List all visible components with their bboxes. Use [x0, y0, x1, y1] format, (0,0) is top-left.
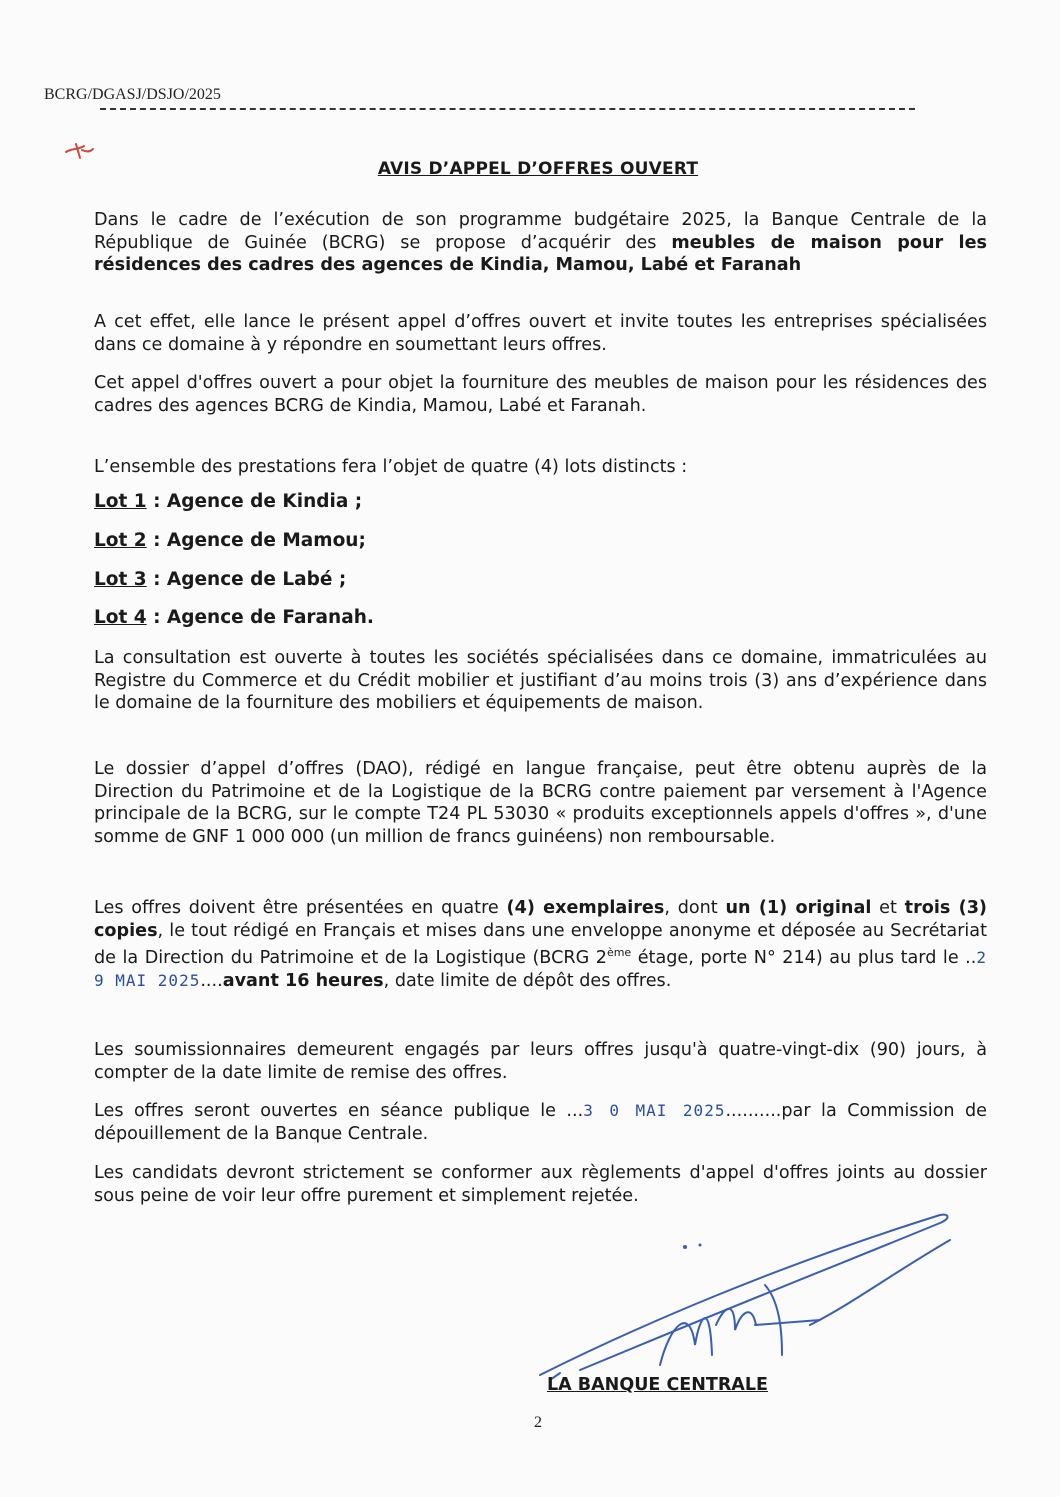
paragraph-offres: Les offres doivent être présentées en quatre (4) exemplaires, dont un (1) original et trois (3) copies, le tout rédigé en Français et mises dans une enveloppe anonyme et déposée au Secrétariat de la Direction du Patrimoine et de la Logistique (BCRG 2ème étage, porte N° 214) au plus tard le ..2 9 MAI 2025....avant 16 heures, date limite de dépôt des offres. [94, 898, 987, 991]
opening-date-stamp: 3 0 MAI 2025 [583, 1101, 726, 1120]
lot-4: Lot 4 : Agence de Faranah. [94, 607, 374, 628]
paragraph-candidats: Les candidats devront strictement se conformer aux règlements d'appel d'offres joints au dossier sous peine de voir leur offre purement et simplement rejetée. [94, 1163, 987, 1206]
lot-1: Lot 1 : Agence de Kindia ; [94, 491, 363, 512]
paragraph-lots-intro: L’ensemble des prestations fera l’objet de quatre (4) lots distincts : [94, 457, 688, 477]
intro-paragraph: Dans le cadre de l’exécution de son programme budgétaire 2025, la Banque Centrale de la République de Guinée (BCRG) se propose d’acquérir des meubles de maison pour les résidences des cadres des agences de Kindia, Mamou, Labé et Faranah [94, 210, 987, 276]
lot-2: Lot 2 : Agence de Mamou; [94, 530, 366, 551]
page-title: AVIS D’APPEL D’OFFRES OUVERT [377, 159, 699, 179]
header-divider [100, 108, 915, 110]
paragraph-consultation: La consultation est ouverte à toutes les sociétés spécialisées dans ce domaine, immatriculées au Registre du Commerce et du Crédit mobilier et justifiant d’au moins trois (3) ans d’expérience dans le domaine de la fourniture des mobiliers et équipements de maison. [94, 648, 987, 714]
paragraph-engages: Les soumissionnaires demeurent engagés par leurs offres jusqu'à quatre-vingt-dix (90) jours, à compter de la date limite de remise des offres. [94, 1040, 987, 1083]
page-number: 2 [534, 1414, 542, 1431]
signatory-name: LA BANQUE CENTRALE [547, 1375, 768, 1395]
deadline-date-stamp: 2 9 MAI 2025 [94, 948, 987, 990]
lot-3: Lot 3 : Agence de Labé ; [94, 569, 347, 590]
paragraph-objet: Cet appel d'offres ouvert a pour objet la fourniture des meubles de maison pour les résidences des cadres des agences BCRG de Kindia, Mamou, Labé et Faranah. [94, 373, 987, 416]
paragraph-effet: A cet effet, elle lance le présent appel d’offres ouvert et invite toutes les entreprises spécialisées dans ce domaine à y répondre en soumettant leurs offres. [94, 312, 987, 355]
paragraph-ouverture: Les offres seront ouvertes en séance publique le ...3 0 MAI 2025..........par la Commission de dépouillement de la Banque Centrale. [94, 1101, 988, 1144]
document-reference: BCRG/DGASJ/DSJO/2025 [44, 86, 221, 103]
paragraph-dao: Le dossier d’appel d’offres (DAO), rédigé en langue française, peut être obtenu auprès de la Direction du Patrimoine et de la Logistique de la BCRG contre paiement par versement à l'Agence principale de la BCRG, sur le compte T24 PL 53030 « produits exceptionnels appels d'offres », d'une somme de GNF 1 000 000 (un million de francs guinéens) non remboursable. [94, 759, 987, 847]
